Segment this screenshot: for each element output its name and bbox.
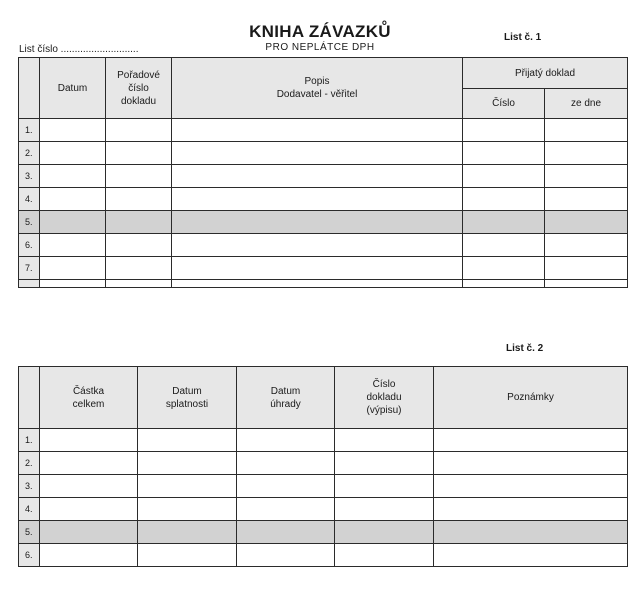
cell-poradove-cislo[interactable] [106, 142, 172, 165]
column-header-datum: Datum [40, 58, 106, 119]
row-number: 6. [19, 234, 40, 257]
cell-uhrada[interactable] [237, 498, 335, 521]
sheet-2-label: List č. 2 [506, 343, 544, 354]
row-number: 4. [19, 188, 40, 211]
column-header-cislo-dokladu: Číslo dokladu (výpisu) [335, 367, 434, 429]
sheet-1-label: List č. 1 [504, 32, 542, 43]
cell-ze-dne[interactable] [545, 165, 628, 188]
table-row [19, 142, 628, 165]
cell-cislo[interactable] [463, 257, 545, 280]
cell-cislo-dokladu[interactable] [335, 429, 434, 452]
row-number [19, 280, 40, 288]
cell-uhrada[interactable] [237, 452, 335, 475]
ledger-table-sheet-2 [18, 366, 628, 567]
cell-ze-dne[interactable] [545, 234, 628, 257]
cell-cislo-dokladu[interactable] [335, 544, 434, 567]
row-number-header [19, 367, 40, 429]
column-header-ze-dne: ze dne [545, 89, 628, 119]
cell-poradove-cislo[interactable] [106, 188, 172, 211]
cell-popis[interactable] [172, 211, 463, 234]
cell-popis [172, 280, 463, 288]
cell-castka[interactable] [40, 544, 138, 567]
table-row [19, 234, 628, 257]
cell-splatnost[interactable] [138, 521, 237, 544]
table-row [19, 498, 628, 521]
column-header-datum-splatnosti: Datum splatnosti [138, 367, 237, 429]
row-number-header [19, 58, 40, 119]
cell-popis[interactable] [172, 188, 463, 211]
cell-datum[interactable] [40, 142, 106, 165]
cell-poradove-cislo[interactable] [106, 234, 172, 257]
cell-cislo[interactable] [463, 211, 545, 234]
row-number: 1. [19, 119, 40, 142]
table-row [19, 165, 628, 188]
cell-uhrada[interactable] [237, 544, 335, 567]
cell-cislo[interactable] [463, 165, 545, 188]
column-header-popis: Popis Dodavatel - věřitel [172, 58, 463, 119]
column-header-datum-uhrady: Datum úhrady [237, 367, 335, 429]
cell-datum[interactable] [40, 234, 106, 257]
table-row [19, 119, 628, 142]
cell-splatnost[interactable] [138, 475, 237, 498]
cell-ze-dne [545, 280, 628, 288]
cell-poznamky[interactable] [434, 521, 628, 544]
cell-uhrada[interactable] [237, 521, 335, 544]
table-row-shaded [19, 521, 628, 544]
row-number: 2. [19, 452, 40, 475]
table-row [19, 188, 628, 211]
cell-splatnost[interactable] [138, 544, 237, 567]
ledger-table-sheet-1 [18, 57, 628, 288]
cell-poznamky[interactable] [434, 452, 628, 475]
table-row [19, 544, 628, 567]
column-header-prijaty-doklad: Přijatý doklad [463, 58, 628, 89]
page-subtitle: PRO NEPLÁTCE DPH [265, 42, 375, 53]
column-header-poznamky: Poznámky [434, 367, 628, 429]
cell-ze-dne[interactable] [545, 257, 628, 280]
cell-cislo-dokladu[interactable] [335, 452, 434, 475]
table-row-partial [19, 280, 628, 288]
cell-popis[interactable] [172, 119, 463, 142]
cell-cislo [463, 280, 545, 288]
cell-cislo-dokladu[interactable] [335, 498, 434, 521]
row-number: 6. [19, 544, 40, 567]
cell-cislo[interactable] [463, 119, 545, 142]
column-header-cislo: Číslo [463, 89, 545, 119]
table-row-shaded [19, 211, 628, 234]
cell-datum[interactable] [40, 119, 106, 142]
row-number: 3. [19, 165, 40, 188]
cell-poradove-cislo[interactable] [106, 257, 172, 280]
row-number: 5. [19, 211, 40, 234]
cell-cislo[interactable] [463, 188, 545, 211]
page-title: KNIHA ZÁVAZKŮ [249, 22, 391, 41]
cell-castka[interactable] [40, 429, 138, 452]
cell-datum[interactable] [40, 211, 106, 234]
table-row [19, 429, 628, 452]
row-number: 7. [19, 257, 40, 280]
cell-popis[interactable] [172, 165, 463, 188]
cell-castka[interactable] [40, 452, 138, 475]
cell-castka[interactable] [40, 475, 138, 498]
cell-poznamky[interactable] [434, 475, 628, 498]
cell-cislo-dokladu[interactable] [335, 521, 434, 544]
cell-cislo-dokladu[interactable] [335, 475, 434, 498]
cell-poznamky[interactable] [434, 544, 628, 567]
cell-popis[interactable] [172, 234, 463, 257]
row-number: 4. [19, 498, 40, 521]
list-number-label: List číslo ............................ [19, 44, 139, 55]
row-number: 5. [19, 521, 40, 544]
cell-castka[interactable] [40, 521, 138, 544]
cell-datum [40, 280, 106, 288]
cell-poradove-cislo [106, 280, 172, 288]
cell-poznamky[interactable] [434, 429, 628, 452]
column-header-poradove-cislo: Pořadové číslo dokladu [106, 58, 172, 119]
cell-popis[interactable] [172, 257, 463, 280]
cell-datum[interactable] [40, 165, 106, 188]
cell-castka[interactable] [40, 498, 138, 521]
cell-splatnost[interactable] [138, 498, 237, 521]
cell-uhrada[interactable] [237, 475, 335, 498]
table-row [19, 452, 628, 475]
cell-poznamky[interactable] [434, 498, 628, 521]
cell-poradove-cislo[interactable] [106, 211, 172, 234]
cell-popis[interactable] [172, 142, 463, 165]
cell-ze-dne[interactable] [545, 142, 628, 165]
cell-cislo[interactable] [463, 234, 545, 257]
cell-cislo[interactable] [463, 142, 545, 165]
cell-ze-dne[interactable] [545, 188, 628, 211]
cell-ze-dne[interactable] [545, 211, 628, 234]
cell-splatnost[interactable] [138, 452, 237, 475]
cell-uhrada[interactable] [237, 429, 335, 452]
cell-datum[interactable] [40, 188, 106, 211]
table-row [19, 475, 628, 498]
row-number: 1. [19, 429, 40, 452]
cell-poradove-cislo[interactable] [106, 165, 172, 188]
row-number: 2. [19, 142, 40, 165]
table-row [19, 257, 628, 280]
column-header-castka-celkem: Částka celkem [40, 367, 138, 429]
cell-splatnost[interactable] [138, 429, 237, 452]
cell-ze-dne[interactable] [545, 119, 628, 142]
cell-datum[interactable] [40, 257, 106, 280]
row-number: 3. [19, 475, 40, 498]
cell-poradove-cislo[interactable] [106, 119, 172, 142]
